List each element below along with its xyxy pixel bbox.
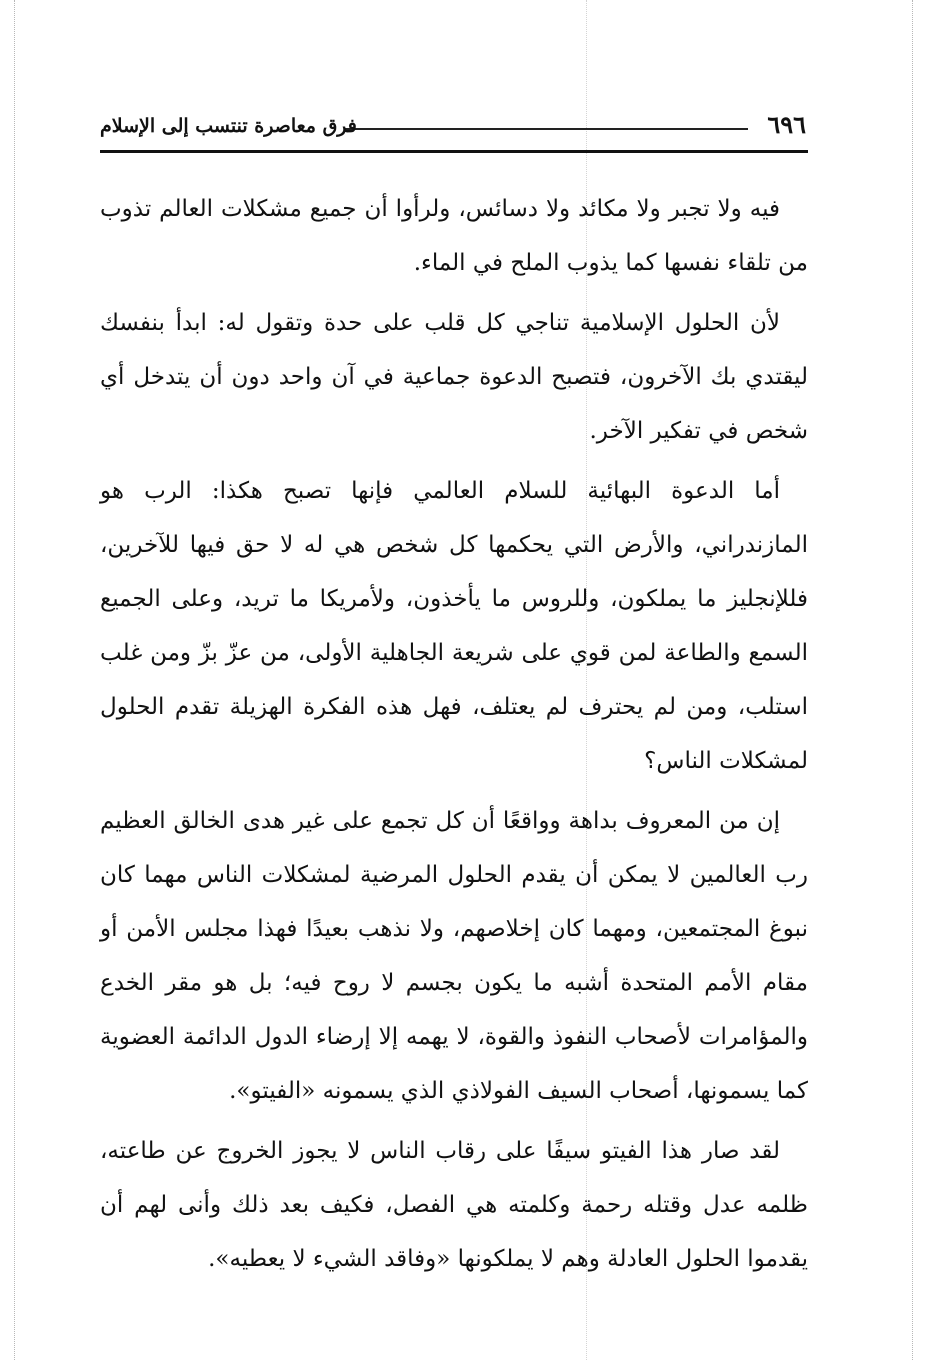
header-rule-thin bbox=[344, 128, 748, 130]
running-header bbox=[100, 108, 808, 152]
scan-edge-left bbox=[14, 0, 15, 1360]
paragraph-1: فيه ولا تجبر ولا مكائد ولا دسائس، ولرأوا أن جميع مشكلات العالم تذوب من تلقاء نفسها كما يذوب الملح في الماء. bbox=[100, 196, 808, 276]
body-text bbox=[100, 182, 808, 1292]
paragraph-2: لأن الحلول الإسلامية تناجي كل قلب على حدة وتقول له: ابدأ بنفسك ليقتدي بك الآخرون، فتصبح الدعوة جماعية في آن واحد دون أن يتدخل أي شخص في تفكير الآخر. bbox=[100, 310, 808, 444]
paragraph-5: لقد صار هذا الفيتو سيفًا على رقاب الناس لا يجوز الخروج عن طاعته، ظلمه عدل وقتله رحمة وكلمته هي الفصل، فكيف بعد ذلك وأنى لهم أن يقدموا الحلول العادلة وهم لا يملكونها «وفاقد الشيء لا يعطيه». bbox=[100, 1138, 808, 1272]
paragraph-3: أما الدعوة البهائية للسلام العالمي فإنها تصبح هكذا: الرب هو المازندراني، والأرض التي يحكمها كل شخص هي له لا حق فيها للآخرين، فللإنجليز ما يملكون، وللروس ما يأخذون، ولأمريكا ما تريد، وعلى الجميع السمع والطاعة لمن قوي على شريعة الجاهلية الأولى، من عزّ بزّ ومن غلب استلب، ومن لم يحترف لم يعتلف، فهل هذه الفكرة الهزيلة تقدم الحلول لمشكلات الناس؟ bbox=[100, 478, 808, 774]
page-number: ٦٩٦ bbox=[767, 110, 806, 139]
running-title: فرق معاصرة تنتسب إلى الإسلام bbox=[100, 115, 357, 137]
paragraph-4: إن من المعروف بداهة وواقعًا أن كل تجمع على غير هدى الخالق العظيم رب العالمين لا يمكن أن يقدم الحلول المرضية لمشكلات الناس مهما كان نبوغ المجتمعين، ومهما كان إخلاصهم، ولا نذهب بعيدًا فهذا مجلس الأمن أو مقام الأمم المتحدة أشبه ما يكون بجسم لا روح فيه؛ بل هو مقر الخدع والمؤامرات لأصحاب النفوذ والقوة، لا يهمه إلا إرضاء الدول الدائمة العضوية كما يسمونها، أصحاب السيف الفولاذي الذي يسمونه «الفيتو». bbox=[100, 808, 809, 1104]
header-rule bbox=[100, 150, 808, 153]
scan-edge-right bbox=[912, 0, 913, 1360]
